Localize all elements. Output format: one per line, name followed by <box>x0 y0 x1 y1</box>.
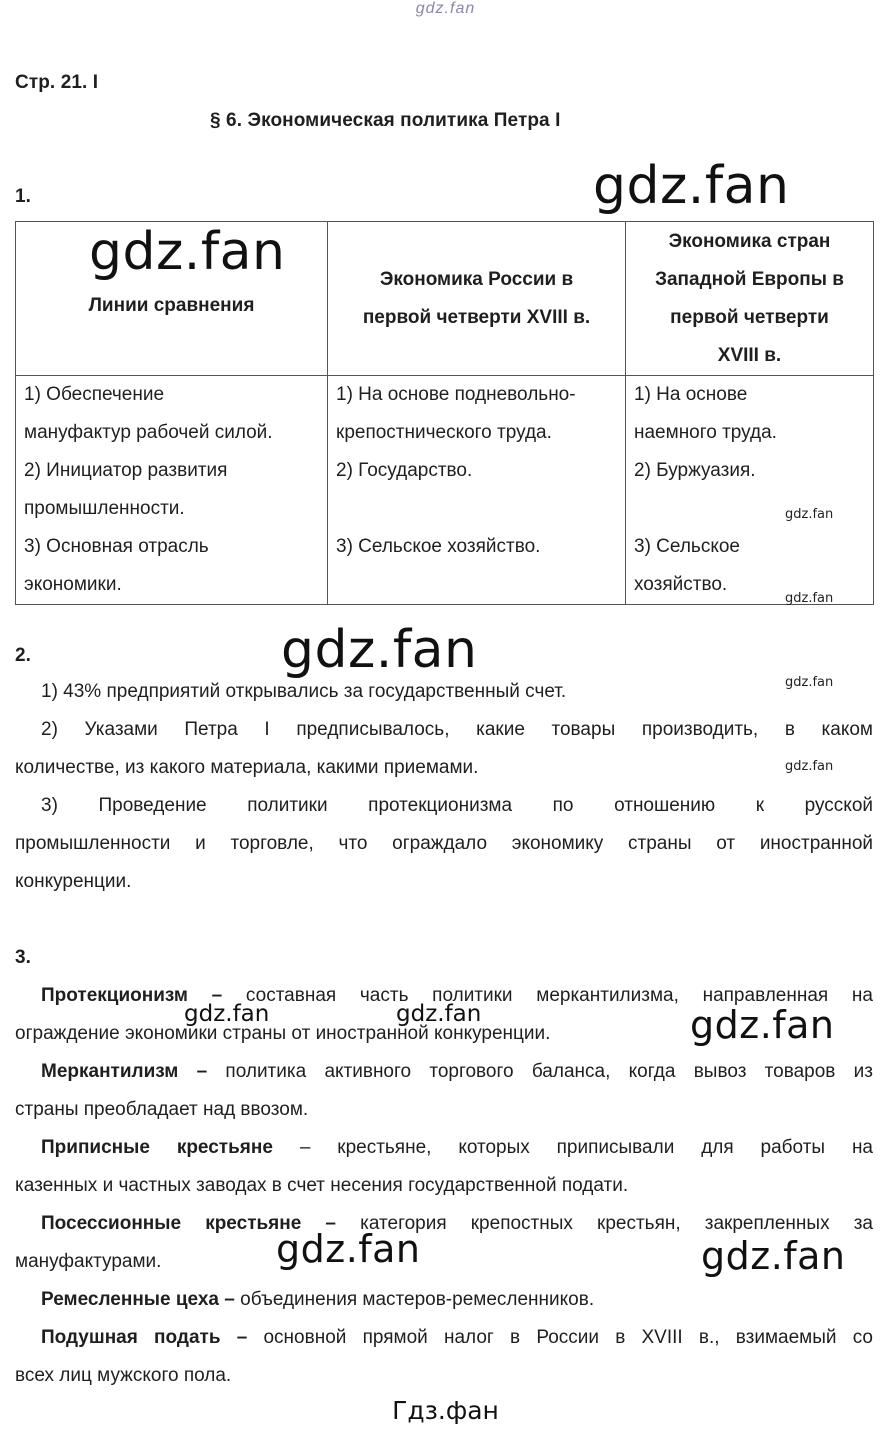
glossary-definition: составная часть политики меркантилизма, направленная на <box>222 985 873 1006</box>
glossary-definition: объединения мастеров-ремесленников. <box>234 1289 595 1310</box>
cell-line: 2) Буржуазия. <box>634 460 756 481</box>
header-col1-text: Линии сравнения <box>88 294 255 316</box>
glossary-definition: – крестьяне, которых приписывали для работы на <box>272 1137 874 1158</box>
header-col3-line: первой четверти <box>670 306 829 328</box>
page-reference: Стр. 21. I <box>15 72 99 93</box>
watermark-medium: gdz.fan <box>396 1001 482 1027</box>
watermark-small: gdz.fan <box>785 591 834 606</box>
answer-line: конкуренции. <box>15 871 132 892</box>
watermark: gdz.fan <box>690 1003 835 1047</box>
cell-line: крепостнического труда. <box>336 422 552 443</box>
glossary-term: Ремесленные цеха – <box>41 1289 235 1310</box>
cell-line: 2) Инициатор развития <box>24 460 228 481</box>
header-col3-line: Западной Европы в <box>655 268 844 290</box>
glossary-line <box>15 1319 873 1357</box>
header-col3-line: Экономика стран <box>668 230 831 252</box>
cell-spacer <box>336 490 617 528</box>
glossary-definition: политика активного торгового баланса, когда вывоз товаров из <box>207 1061 873 1082</box>
cell-line: 1) На основе подневольно- <box>336 384 576 405</box>
page-title: § 6. Экономическая политика Петра I <box>210 110 561 131</box>
watermark-small: gdz.fan <box>785 675 834 690</box>
answer-line: количестве, из какого материала, какими приемами. <box>15 757 479 778</box>
header-col3-line: XVIII в. <box>717 344 782 366</box>
glossary-term: Протекционизм – <box>41 985 223 1006</box>
answer-line: 2) Указами Петра I предписывалось, какие товары производить, в каком <box>41 719 873 740</box>
task-2-number: 2. <box>15 645 32 666</box>
header-col2-line: Экономика России в <box>379 268 574 290</box>
watermark-bottom: Гдз.фан <box>392 1396 499 1425</box>
table-row <box>16 376 874 605</box>
cell-line: 3) Основная отрасль <box>24 536 209 557</box>
answer-line: 1) 43% предприятий открывались за государственный счет. <box>41 681 567 702</box>
header-europe <box>626 222 874 376</box>
watermark-small: gdz.fan <box>785 507 834 522</box>
watermark-top: gdz.fan <box>415 0 476 17</box>
glossary-definition: мануфактурами. <box>15 1251 162 1272</box>
cell-europe <box>626 376 874 605</box>
glossary-term: Меркантилизм – <box>41 1061 208 1082</box>
watermark-medium: gdz.fan <box>184 1001 270 1027</box>
watermark: gdz.fan <box>593 156 790 216</box>
watermark: gdz.fan <box>276 1227 421 1271</box>
cell-line: 2) Государство. <box>336 460 473 481</box>
glossary-definition: всех лиц мужского пола. <box>15 1365 232 1386</box>
cell-line: 1) На основе <box>634 384 748 405</box>
cell-line: 3) Сельское хозяйство. <box>336 536 541 557</box>
cell-line: 3) Сельское <box>634 536 740 557</box>
cell-comparison-lines <box>16 376 328 605</box>
watermark: gdz.fan <box>281 620 478 680</box>
answer-line: промышленности и торговле, что ограждало экономику страны от иностранной <box>15 833 873 854</box>
watermark: gdz.fan <box>89 222 286 282</box>
glossary-definition: казенных и частных заводах в счет несения государственной подати. <box>15 1175 629 1196</box>
cell-line: хозяйство. <box>634 574 728 595</box>
task-3-number: 3. <box>15 947 32 968</box>
cell-line: 1) Обеспечение <box>24 384 165 405</box>
cell-line: мануфактур рабочей силой. <box>24 422 273 443</box>
cell-line: промышленности. <box>24 498 185 519</box>
task-2-answers <box>15 673 873 901</box>
header-col2-line: первой четверти XVIII в. <box>362 306 591 328</box>
glossary-line <box>15 1053 873 1091</box>
glossary-definition: категория крепостных крестьян, закрепленных за <box>336 1213 873 1234</box>
task-1-number: 1. <box>15 186 32 207</box>
cell-russia <box>328 376 626 605</box>
glossary-term: Подушная подать – <box>41 1327 248 1348</box>
cell-line: наемного труда. <box>634 422 777 443</box>
glossary-line <box>15 1281 873 1319</box>
glossary-definition: основной прямой налог в России в XVIII в., взимаемый со <box>247 1327 873 1348</box>
glossary-term: Посессионные крестьяне – <box>41 1213 336 1234</box>
watermark: gdz.fan <box>701 1234 846 1278</box>
cell-line: экономики. <box>24 574 122 595</box>
watermark-small: gdz.fan <box>785 759 834 774</box>
answer-line: 3) Проведение политики протекционизма по отношению к русской <box>41 795 873 816</box>
header-russia <box>328 222 626 376</box>
glossary-line <box>15 1129 873 1167</box>
glossary-term: Приписные крестьяне <box>41 1137 273 1158</box>
glossary-definition: ограждение экономики страны от иностранной конкуренции. <box>15 1023 551 1044</box>
glossary-definition: страны преобладает над ввозом. <box>15 1099 309 1120</box>
